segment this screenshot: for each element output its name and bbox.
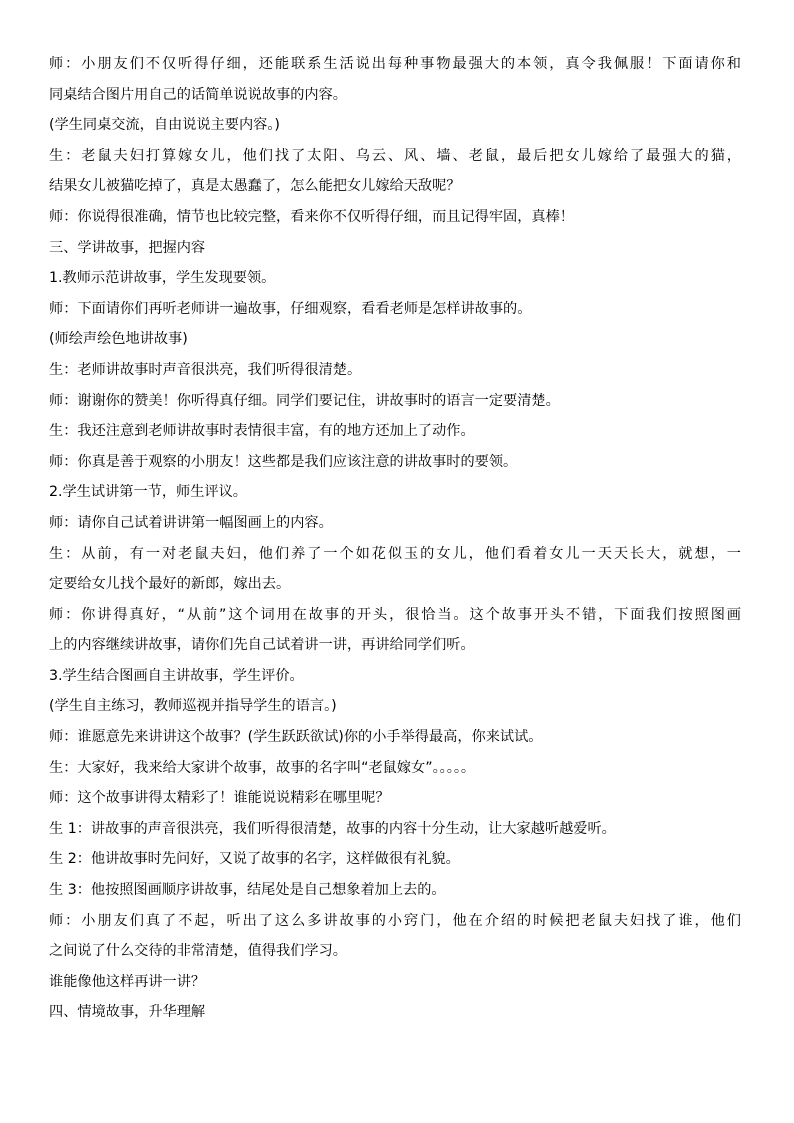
- section-heading: 三、学讲故事，把握内容: [49, 239, 206, 256]
- paragraph-line: 师：小朋友们不仅听得仔细，还能联系生活说出每种事物最强大的本领，真令我佩服！下面请你和: [49, 56, 741, 72]
- paragraph-line: 同桌结合图片用自己的话简单说说故事的内容。: [49, 86, 347, 103]
- subsection-heading: 1.教师示范讲故事，学生发现要领。: [49, 270, 276, 287]
- paragraph-line: 师：请你自己试着讲讲第一幅图画上的内容。: [49, 514, 333, 531]
- paragraph-line: 师：小朋友们真了不起，听出了这么多讲故事的小窍门，他在介绍的时候把老鼠夫妇找了谁，他们: [49, 912, 741, 929]
- paragraph-line: 师：你说得很准确，情节也比较完整，看来你不仅听得仔细，而且记得牢固，真棒！: [49, 208, 574, 225]
- paragraph-line: 定要给女儿找个最好的新郎，嫁出去。: [49, 576, 291, 593]
- paragraph-line: 师：谁愿意先来讲讲这个故事？(学生跃跃欲试)你的小手举得最高，你来试试。: [49, 729, 543, 746]
- paragraph-line: 生 2：他讲故事时先问好，又说了故事的名字，这样做很有礼貌。: [49, 851, 460, 868]
- paragraph-line: 之间说了什么交待的非常清楚，值得我们学习。: [49, 943, 347, 960]
- paragraph-line: 上的内容继续讲故事，请你们先自己试着讲一讲，再讲给同学们听。: [49, 637, 475, 654]
- paragraph-line: (学生自主练习，教师巡视并指导学生的语言。): [49, 698, 337, 715]
- paragraph-line: 生 3：他按照图画顺序讲故事，结尾处是自己想象着加上去的。: [49, 882, 446, 899]
- paragraph-line: 生：老师讲故事时声音很洪亮，我们听得很清楚。: [49, 361, 362, 378]
- paragraph-line: 生 1：讲故事的声音很洪亮，我们听得很清楚，故事的内容十分生动，让大家越听越爱听。: [49, 820, 616, 837]
- paragraph-line: 结果女儿被猫吃掉了，真是太愚蠢了，怎么能把女儿嫁给天敌呢？: [49, 178, 461, 195]
- paragraph-line: 生：老鼠夫妇打算嫁女儿，他们找了太阳、乌云、风、墙、老鼠，最后把女儿嫁给了最强大的猫，: [49, 147, 741, 164]
- paragraph-line: 师：谢谢你的赞美！你听得真仔细。同学们要记住，讲故事时的语言一定要清楚。: [49, 392, 560, 409]
- paragraph-line: 师：你讲得真好，“从前”这个词用在故事的开头，很恰当。这个故事开头不错，下面我们按照图画: [49, 606, 741, 623]
- paragraph-line: 生：从前，有一对老鼠夫妇，他们养了一个如花似玉的女儿，他们看着女儿一天天长大，就想，一: [49, 545, 741, 562]
- paragraph-line: (学生同桌交流，自由说说主要内容。): [49, 117, 280, 134]
- subsection-heading: 3.学生结合图画自主讲故事，学生评价。: [49, 667, 304, 684]
- section-heading: 四、情境故事，升华理解: [49, 1004, 206, 1021]
- paragraph-line: 生：大家好，我来给大家讲个故事，故事的名字叫“老鼠嫁女”。。。。。: [49, 759, 476, 776]
- paragraph-line: 师：下面请你们再听老师讲一遍故事，仔细观察，看看老师是怎样讲故事的。: [49, 300, 532, 317]
- paragraph-line: 师：你真是善于观察的小朋友！这些都是我们应该注意的讲故事时的要领。: [49, 453, 518, 470]
- paragraph-line: 师：这个故事讲得太精彩了！谁能说说精彩在哪里呢？: [49, 790, 390, 807]
- paragraph-line: (师绘声绘色地讲故事): [49, 331, 188, 348]
- paragraph-line: 生：我还注意到老师讲故事时表情很丰富，有的地方还加上了动作。: [49, 423, 475, 440]
- subsection-heading: 2.学生试讲第一节，师生评议。: [49, 484, 247, 501]
- paragraph-line: 谁能像他这样再讲一讲？: [49, 973, 206, 990]
- document-body: [49, 49, 741, 1028]
